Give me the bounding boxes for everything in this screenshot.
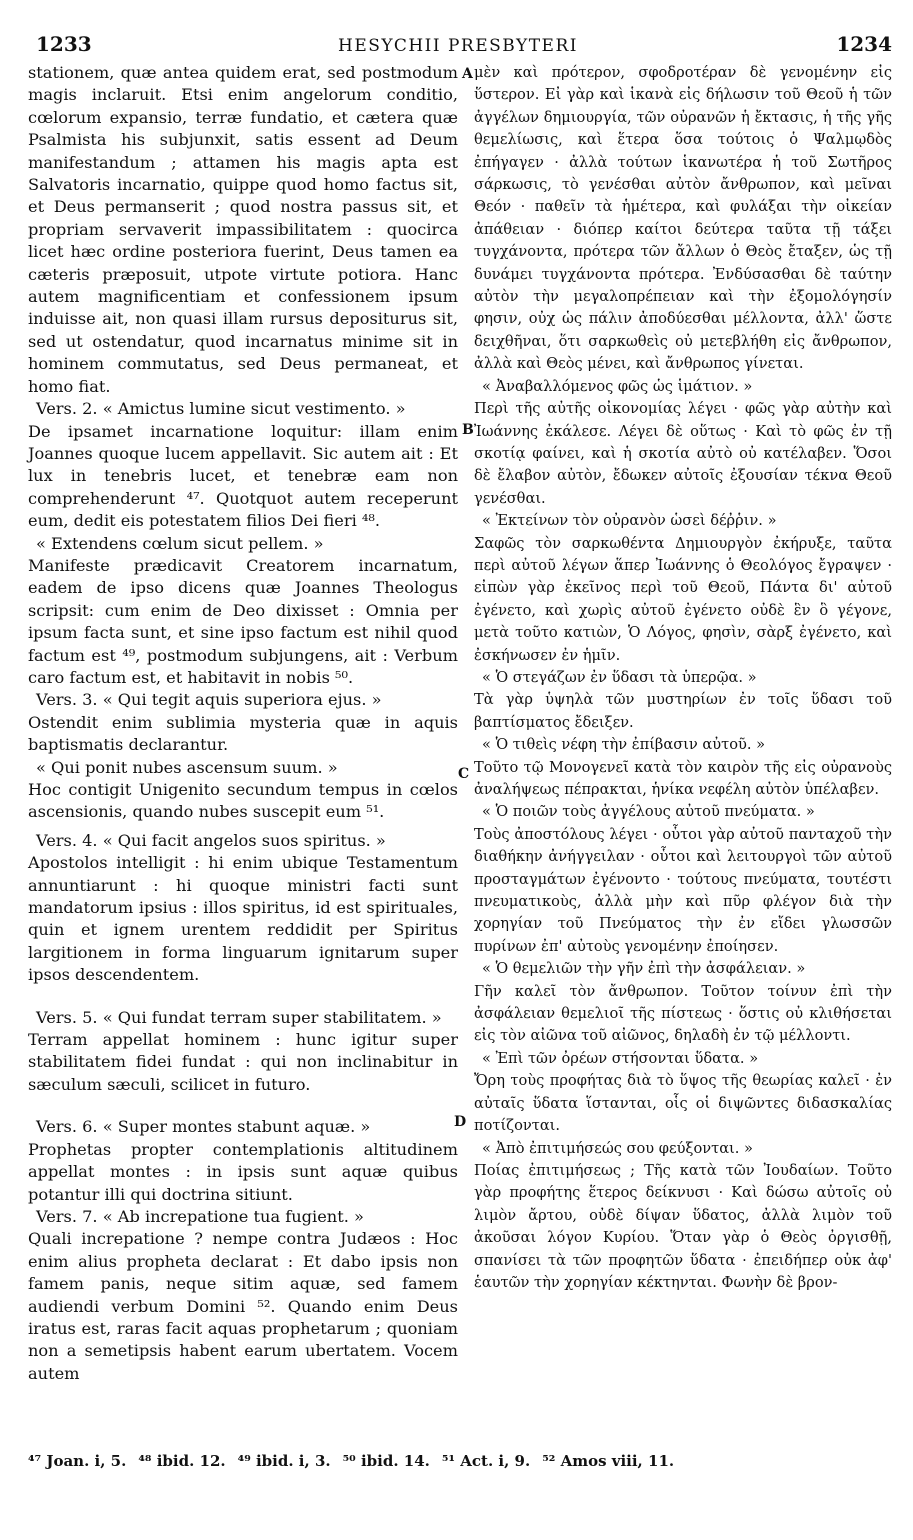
footnote: ⁵² Amos viii, 11.	[542, 1452, 675, 1470]
margin-letter-d: D	[454, 1114, 467, 1130]
latin-paragraph: Manifeste prædicavit Creatorem incarnatum, eadem de ipso dicens quæ Joannes Theologus scripsit: cum enim de Deo dixisset : Omnia per ipsum facta sunt, et sine ipso factum est nihil quod factum est ⁴⁹, postmodum subjungens, ait : Verbum caro factum est, et habitavit in nobis ⁵⁰.	[28, 555, 458, 687]
greek-paragraph: Σαφῶς τὸν σαρκωθέντα Δημιουργὸν ἐκήρυξε, ταῦτα περὶ αὐτοῦ λέγων ἅπερ Ἰωάννης ὁ Θεολόγος ἔγραψεν · εἰπὼν γὰρ ἐκεῖνος περὶ τοῦ Θεοῦ, Πάντα δι' αὐτοῦ ἐγένετο, καὶ χωρὶς αὐτοῦ ἐγένετο οὐδὲ ἓν ὃ γέγονε, μετὰ τοῦτο κατιὼν, Ὁ Λόγος, φησὶν, σὰρξ ἐγένετο, καὶ ἐσκήνωσεν ἐν ἡμῖν.	[474, 534, 892, 664]
latin-verse-heading: Vers. 7. « Ab increpatione tua fugient. »	[36, 1206, 364, 1226]
greek-paragraph: μὲν καὶ πρότερον, σφοδροτέραν δὲ γενομένην εἰς ὕστερον. Εἰ γὰρ καὶ ἱκανὰ εἰς δήλωσιν τοῦ Θεοῦ ἡ τῶν ἀγγέλων δημιουργία, τῶν οὐρανῶν ἡ ἔκτασις, ἡ τῆς γῆς θεμελίωσις, καὶ ἕτερα ὅσα τούτοις ὁ Ψαλμῳδὸς ἐπήγαγεν · ἀλλὰ τούτων ἱκανωτέρα ἡ τοῦ Σωτῆρος σάρκωσις, τὸ γενέσθαι αὐτὸν ἄνθρωπον, καὶ μεῖναι Θεόν · παθεῖν τὰ ἡμέτερα, καὶ φυλάξαι τὴν οἰκείαν ἀπάθειαν · διόπερ καίτοι δεύτερα ταῦτα τῇ τάξει τυγχάνοντα, πρότερα τῶν ἄλλων ὁ Θεὸς ἔταξεν, ὡς τῇ δυνάμει τυγχάνοντα πρότερα. Ἐνδύσασθαι δὲ ταύτην αὐτὸν τὴν μεγαλοπρέπειαν καὶ τὴν ἐξομολόγησίν φησιν, οὐχ ὡς πάλιν ἀποδύεσθαι μέλλοντα, ἀλλ' ὥστε δειχθῆναι, ὅτι σαρκωθεὶς οὐ μετεβλήθη εἰς ἄνθρωπον, ἀλλὰ καὶ Θεὸς μένει, καὶ ἄνθρωπος γίνεται.	[474, 64, 892, 373]
margin-letter-c: C	[458, 766, 470, 782]
greek-verse-heading: « Ὁ τιθεὶς νέφη τὴν ἐπίβασιν αὐτοῦ. »	[482, 736, 766, 754]
latin-verse-heading: « Qui ponit nubes ascensum suum. »	[36, 757, 338, 777]
running-title: HESYCHII PRESBYTERI	[338, 36, 578, 56]
latin-verse-heading: « Extendens cœlum sicut pellem. »	[36, 533, 324, 553]
greek-verse-heading: « Ὁ ποιῶν τοὺς ἀγγέλους αὐτοῦ πνεύματα. »	[482, 803, 815, 821]
latin-paragraph: Quali increpatione ? nempe contra Judæos : Hoc enim alius propheta declarat : Et dabo ipsis non famem panis, neque sitim aquæ, sed famem audiendi verbum Domini ⁵². Quando enim Deus iratus est, raras facit aquas prophetarum ; quoniam non a semetipsis habent earum ubertatem. Vocem autem	[28, 1229, 458, 1383]
latin-paragraph: Terram appellat hominem : hunc igitur super stabilitatem fidei fundat : qui non inclinabitur in sæculum sæculi, scilicet in futuro.	[28, 1030, 458, 1094]
greek-verse-heading: « Ἀναβαλλόμενος φῶς ὡς ἱμάτιον. »	[482, 377, 753, 395]
latin-paragraph: Hoc contigit Unigenito secundum tempus in cœlos ascensionis, quando nubes suscepit eum ⁵¹.	[28, 780, 458, 822]
latin-paragraph: Ostendit enim sublimia mysteria quæ in aquis baptismatis declarantur.	[28, 712, 458, 755]
greek-verse-heading: « Ἀπὸ ἐπιτιμήσεώς σου φεύξονται. »	[482, 1139, 753, 1157]
margin-letter-b: B	[462, 422, 474, 438]
latin-verse-heading: Vers. 5. « Qui fundat terram super stabilitatem. »	[36, 1007, 442, 1027]
greek-verse-heading: « Ἐπὶ τῶν ὀρέων στήσονται ὕδατα. »	[482, 1049, 759, 1067]
latin-verse-heading: Vers. 3. « Qui tegit aquis superiora ejus. »	[36, 690, 382, 710]
footnote: ⁵¹ Act. i, 9.	[441, 1452, 531, 1470]
right-page-number: 1234	[836, 32, 892, 56]
page-header	[28, 30, 892, 60]
greek-paragraph: Γῆν καλεῖ τὸν ἄνθρωπον. Τοῦτον τοίνυν ἐπὶ τὴν ἀσφάλειαν θεμελιοῖ τῆς πίστεως · ὅστις οὐ κλιθήσεται εἰς τὸν αἰῶνα τοῦ αἰῶνος, δηλαδὴ ἐν τῷ μέλλοντι.	[474, 982, 892, 1045]
greek-paragraph: Ὄρη τοὺς προφήτας διὰ τὸ ὕψος τῆς θεωρίας καλεῖ · ἐν αὐταῖς ὕδατα ἵστανται, οἷς οἱ διψῶντες διδασκαλίας ποτίζονται.	[474, 1072, 892, 1135]
greek-column	[474, 62, 892, 1294]
greek-paragraph: Περὶ τῆς αὐτῆς οἰκονομίας λέγει · φῶς γὰρ αὐτὴν καὶ Ἰωάννης ἐκάλεσε. Λέγει δὲ οὕτως · Καὶ τὸ φῶς ἐν τῇ σκοτίᾳ φαίνει, καὶ ἡ σκοτία αὐτὸ οὐ κατέλαβεν. Ὅσοι δὲ ἔλαβον αὐτὸν, ἔδωκεν αὐτοῖς ἐξουσίαν τέκνα Θεοῦ γενέσθαι.	[474, 400, 892, 507]
footnotes	[28, 1452, 888, 1470]
greek-paragraph: Τὰ γὰρ ὑψηλὰ τῶν μυστηρίων ἐν τοῖς ὕδασι τοῦ βαπτίσματος ἔδειξεν.	[474, 691, 892, 731]
latin-column	[28, 62, 458, 1385]
greek-paragraph: Ποίας ἐπιτιμήσεως ; Τῆς κατὰ τῶν Ἰουδαίων. Τοῦτο γὰρ προφήτης ἕτερος δείκνυσι · Καὶ δώσω αὐτοῖς οὐ λιμὸν ἄρτου, οὐδὲ δίψαν ὕδατος, ἀλλὰ λιμὸν τοῦ ἀκοῦσαι λόγον Κυρίου. Ὅταν γὰρ ὁ Θεὸς ὀργισθῇ, σπανίσει τὰ τῶν προφητῶν ὕδατα · ἐπειδήπερ οὐκ ἀφ' ἑαυτῶν τὴν χορηγίαν κέκτηνται. Φωνὴν δὲ βρον-	[474, 1161, 892, 1291]
latin-verse-heading: Vers. 4. « Qui facit angelos suos spiritus. »	[36, 830, 386, 850]
latin-paragraph: De ipsamet incarnatione loquitur: illam enim Joannes quoque lucem appellavit. Sic autem ait : Et lux in tenebris lucet, et tenebræ eam non comprehenderunt ⁴⁷. Quotquot autem receperunt eum, dedit eis potestatem filios Dei fieri ⁴⁸.	[28, 421, 458, 531]
margin-letter-a: A	[462, 66, 473, 82]
latin-verse-heading: Vers. 2. « Amictus lumine sicut vestimento. »	[36, 399, 406, 419]
greek-paragraph: Τοῦτο τῷ Μονογενεῖ κατὰ τὸν καιρὸν τῆς εἰς οὐρανοὺς ἀναλήψεως πέπρακται, ἡνίκα νεφέλη αὐτὸν ὑπέλαβεν.	[474, 758, 892, 798]
greek-verse-heading: « Ὁ θεμελιῶν τὴν γῆν ἐπὶ τὴν ἀσφάλειαν. »	[482, 960, 806, 978]
footnote: ⁴⁹ ibid. i, 3.	[237, 1452, 331, 1470]
latin-verse-heading: Vers. 6. « Super montes stabunt aquæ. »	[36, 1117, 371, 1137]
greek-paragraph: Τοὺς ἀποστόλους λέγει · οὗτοι γὰρ αὐτοῦ πανταχοῦ τὴν διαθήκην ἀνήγγειλαν · οὗτοι καὶ λειτουργοὶ τῶν αὐτοῦ προσταγμάτων ἐγένοντο · τούτους πνεύματα, τουτέστι πνευματικοὺς, ἀλλὰ μὴν καὶ πῦρ φλέγον διὰ τὴν χορηγίαν τοῦ Πνεύματος τὴν ἐν εἴδει γλωσσῶν πυρίνων ἐπ' αὐτοὺς γενομένην ἐποίησεν.	[474, 825, 892, 955]
greek-verse-heading: « Ὁ στεγάζων ἐν ὕδασι τὰ ὑπερῷα. »	[482, 668, 757, 686]
footnote: ⁵⁰ ibid. 14.	[342, 1452, 430, 1470]
latin-paragraph: Apostolos intelligit : hi enim ubique Testamentum annuntiarunt : hi quoque ministri facti sunt mandatorum ipsius : illos spiritus, id est spirituales, quin et ignem urentem reddidit per Spiritus largitionem in forma linguarum ignitarum super ipsos descendentem.	[28, 853, 458, 985]
greek-verse-heading: « Ἐκτείνων τὸν οὐρανὸν ὡσεὶ δέῤῥιν. »	[482, 512, 777, 530]
left-page-number: 1233	[36, 32, 92, 56]
latin-paragraph: Prophetas propter contemplationis altitudinem appellat montes : in ipsis sunt aquæ quibus potantur illi qui doctrina sitiunt.	[28, 1139, 458, 1204]
footnote: ⁴⁸ ibid. 12.	[138, 1452, 226, 1470]
latin-paragraph: stationem, quæ antea quidem erat, sed postmodum magis inclaruit. Etsi enim angelorum conditio, cœlorum expansio, terræ fundatio, et cætera quæ Psalmista his subjunxit, satis essent ad Deum manifestandum ; attamen his magis apta est Salvatoris incarnatio, quippe quod homo factus sit, et Deus permanserit ; quod nostra passus sit, et propriam servaverit impassibilitatem : quocirca licet hæc ordine posteriora fuerint, Deus tamen ea cæteris præposuit, utpote virtute potiora. Hanc autem magnificentiam et confessionem ipsum induisse ait, non quasi illam rursus depositurus sit, sed ut ostendatur, quod incarnatus minime sit in hominem commutatus, sed Deus permaneat, et homo fiat.	[28, 63, 458, 396]
footnote: ⁴⁷ Joan. i, 5.	[28, 1452, 127, 1470]
